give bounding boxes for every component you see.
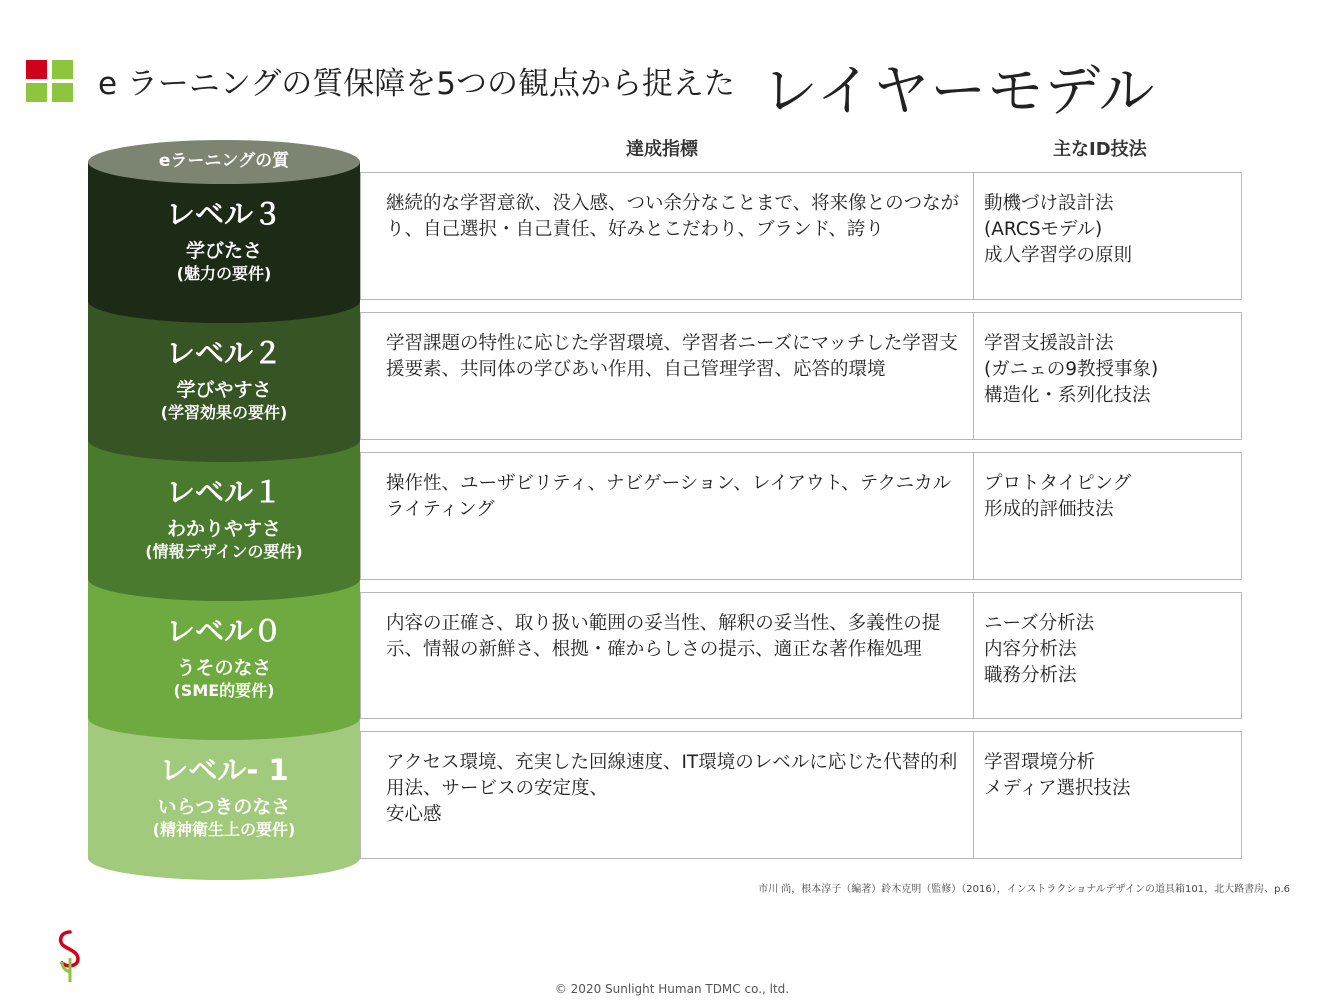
methods-cell <box>974 313 1241 439</box>
column-header-methods: 主なID技法 <box>1053 139 1147 160</box>
level-title: レベル０ <box>165 614 282 648</box>
level-note: (精神衛生上の要件) <box>152 820 296 839</box>
method-item: 内容分析法 <box>984 639 1077 660</box>
level-3-row <box>360 172 1242 300</box>
level-2-row <box>360 312 1242 440</box>
level-3-label <box>88 197 360 285</box>
indicators-cell: 内容の正確さ、取り扱い範囲の妥当性、解釈の妥当性、多義性の提示、情報の新鮮さ、根拠・確からしさの提示、適正な著作権処理 <box>361 593 974 718</box>
indicators-cell: アクセス環境、充実した回線速度、IT環境のレベルに応じた代替的利用法、サービスの安定度、 安心感 <box>361 732 974 858</box>
level-subtitle: いらつきのなさ <box>157 796 291 818</box>
indicators-cell: 学習課題の特性に応じた学習環境、学習者ニーズにマッチした学習支援要素、共同体の学びあい作用、自己管理学習、応答的環境 <box>361 313 974 439</box>
logo-square-red <box>26 60 47 79</box>
methods-cell <box>974 732 1241 858</box>
methods-cell <box>974 593 1241 718</box>
level-note: (情報デザインの要件) <box>145 542 303 561</box>
method-item: ニーズ分析法 <box>984 613 1095 634</box>
level-title: レベル１ <box>165 475 282 509</box>
level-0-label <box>88 614 360 702</box>
method-item: (ARCSモデル) <box>984 219 1103 240</box>
level-note: (魅力の要件) <box>176 264 272 283</box>
level-note: (SME的要件) <box>173 681 275 700</box>
method-item: 形成的評価技法 <box>984 499 1114 520</box>
method-item: 学習支援設計法 <box>984 333 1114 354</box>
indicators-cell: 継続的な学習意欲、没入感、つい余分なことまで、将来像とのつながり、自己選択・自己責任、好みとこだわり、ブランド、誇り <box>361 173 974 299</box>
level-note: (学習効果の要件) <box>160 403 288 422</box>
method-item: (ガニェの9教授事象) <box>984 359 1159 380</box>
level-subtitle: 学びたさ <box>185 240 262 262</box>
page-title-prefix: e ラーニングの質保障を5つの観点から捉えた <box>98 66 736 102</box>
level-subtitle: 学びやすさ <box>176 379 272 401</box>
level-title: レベル２ <box>165 336 282 370</box>
method-item: プロトタイピング <box>984 473 1132 494</box>
method-item: 動機づけ設計法 <box>984 193 1114 214</box>
level-subtitle: うそのなさ <box>176 657 272 679</box>
method-item: 成人学習学の原則 <box>984 245 1133 266</box>
methods-cell <box>974 173 1241 299</box>
level-1-label <box>88 475 360 563</box>
sunlight-logo-icon <box>52 926 88 986</box>
level-2-label <box>88 336 360 424</box>
copyright-footer: © 2020 Sunlight Human TDMC co., ltd. <box>554 982 790 996</box>
logo-square-green-2 <box>26 83 47 102</box>
citation: 市川 尚，根本淳子（編著）鈴木克明（監修）（2016），インストラクショナルデザインの道具箱101，北大路書房、p.6 <box>758 884 1290 895</box>
methods-cell <box>974 453 1241 579</box>
column-header-indicators: 達成指標 <box>626 139 698 160</box>
level-0-row <box>360 592 1242 719</box>
method-item: 職務分析法 <box>984 665 1077 686</box>
level-minus-1-label <box>88 753 360 841</box>
cylinder-top-label: eラーニングの質 <box>158 151 290 171</box>
grid-logo-icon <box>26 60 74 102</box>
level-subtitle: わかりやすさ <box>166 518 281 540</box>
page-title-main: レイヤーモデル <box>762 59 1156 124</box>
method-item: メディア選択技法 <box>984 778 1131 799</box>
level-title: レベル３ <box>165 197 282 231</box>
logo-square-green-3 <box>52 83 73 102</box>
level-minus-1-row <box>360 731 1242 859</box>
logo-square-green-1 <box>52 60 73 79</box>
level-title: レベル- 1 <box>159 753 289 787</box>
level-1-row <box>360 452 1242 580</box>
method-item: 学習環境分析 <box>984 752 1096 773</box>
indicators-cell: 操作性、ユーザビリティ、ナビゲーション、レイアウト、テクニカルライティング <box>361 453 974 579</box>
method-item: 構造化・系列化技法 <box>984 385 1151 406</box>
